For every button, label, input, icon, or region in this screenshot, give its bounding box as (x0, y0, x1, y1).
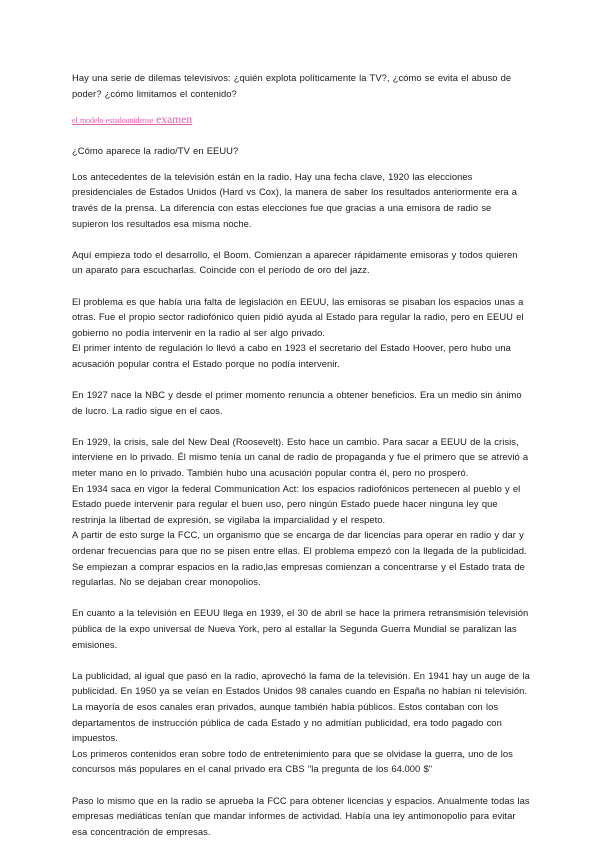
paragraph-block (72, 605, 530, 652)
paragraph-text: Paso lo mismo que en la radio se aprueba la FCC para obtener licencias y espacios. Anualmente todas las empresas mediáticas tenían que mandar informes de actividad. Había una ley antimonopolio para evitar esa concentración de empresas. (72, 794, 530, 837)
heading-model-text: el modelo estadounidense (72, 116, 154, 126)
paragraph-text: A partir de esto surge la FCC, un organismo que se encarga de dar licencias para operar en radio y dar y ordenar frecuencias para que no se pisen entre ellas. El problema empezó con la llegada de la publicidad. Se empiezan a comprar espacios en la radio,las empresas comienzan a concentrarse y el Estado trata de regularlas. No se dejaban crear monopolios. (72, 529, 527, 588)
paragraph-text: El problema es que había una falta de legislación en EEUU, las emisoras se pisaban los espacios unas a otras. Fue el propio sector radiofónico quien pidió ayuda al Estado para regular la radio, pero en EEUU el gobierno no podía intervenir en la radio al ser algo privado. (72, 295, 524, 338)
paragraph-block (72, 247, 530, 278)
paragraph-text: En cuanto a la televisión en EEUU llega en 1939, el 30 de abril se hace la primera retransmisión televisión pública de la expo universal de Nueva York, pero al estallar la Segunda Guerra Mundial se paralizan las emisiones. (72, 607, 529, 650)
paragraph-text: El primer intento de regulación lo llevó a cabo en 1923 el secretario del Estado Hoover, pero hubo una acusación popular contra el Estado porque no podía intervenir. (72, 342, 511, 369)
paragraph-text: Los antecedentes de la televisión están en la radio. Hay una fecha clave, 1920 las elecciones presidenciales de Estados Unidos (Hard vs Cox), la manera de saber los resultados anteriormente era a través de la prensa. La diferencia con estas elecciones fue que gracias a una emisora de radio se supieron los resultados esa misma noche. (72, 170, 518, 229)
paragraph-text: En 1934 saca en vigor la federal Communication Act: los espacios radiofónicos pertenecen al pueblo y el Estado puede intervenir para regular el buen uso, pero ningún Estado puede hacer ninguna ley que restrinja la libertad de expresión, se vigilaba la imparcialidad y el respeto. (72, 482, 521, 525)
paragraph-text: La publicidad, al igual que pasó en la radio, aprovechó la fama de la televisión. En 1941 hay un auge de la publicidad. En 1950 ya se veían en Estados Unidos 98 canales cuando en España no habían ni televisión. (72, 669, 530, 697)
paragraph-block (72, 434, 530, 590)
paragraph-text: En 1927 nace la NBC y desde el primer momento renuncia a obtener beneficios. Era un medio sin ánimo de lucro. La radio sigue en el caos. (72, 389, 522, 416)
heading-exam-text: examen (156, 114, 193, 127)
paragraph-block (72, 793, 530, 840)
paragraph-block (72, 668, 530, 777)
section-question: ¿Cómo aparece la radio/TV en EEUU? (72, 145, 239, 157)
handwritten-note-heading (72, 114, 530, 128)
paragraph-text: La mayoría de esos canales eran privados, aunque también había públicos. Estos contaban con los departamentos de instrucción pública de cada Estado y no admitían publicidad, era todo pagado con impuestos. (72, 700, 502, 744)
paragraph-text: Los primeros contenidos eran sobre todo de entretenimiento para que se olvidase la guerra, uno de los concursos más populares en el canal privado era CBS "la pregunta de los 64.000 $" (72, 747, 513, 775)
intro-text: Hay una serie de dilemas televisivos: ¿quién explota políticamente la TV?, ¿cómo se evita el abuso de poder? ¿cómo limitamos el contenido? (72, 72, 512, 99)
paragraph-text: En 1929, la crisis, sale del New Deal (Roosevelt). Esto hace un cambio. Para sacar a EEUU de la crisis, interviene en lo privado. Él mismo tenía un canal de radio de propaganda y fue el primero que se atrevió a meter mano en lo privado. También hubo una acusación popular contra él, pero no prosperó. (72, 435, 529, 479)
body-text (72, 169, 530, 840)
paragraph-text: Aquí empieza todo el desarrollo, el Boom. Comienzan a aparecer rápidamente emisoras y todos quieren un aparato para escucharlas. Coincide con el período de oro del jazz. (72, 248, 518, 276)
paragraph-block (72, 387, 530, 418)
paragraph-block (72, 169, 530, 231)
paragraph-block (72, 294, 530, 372)
